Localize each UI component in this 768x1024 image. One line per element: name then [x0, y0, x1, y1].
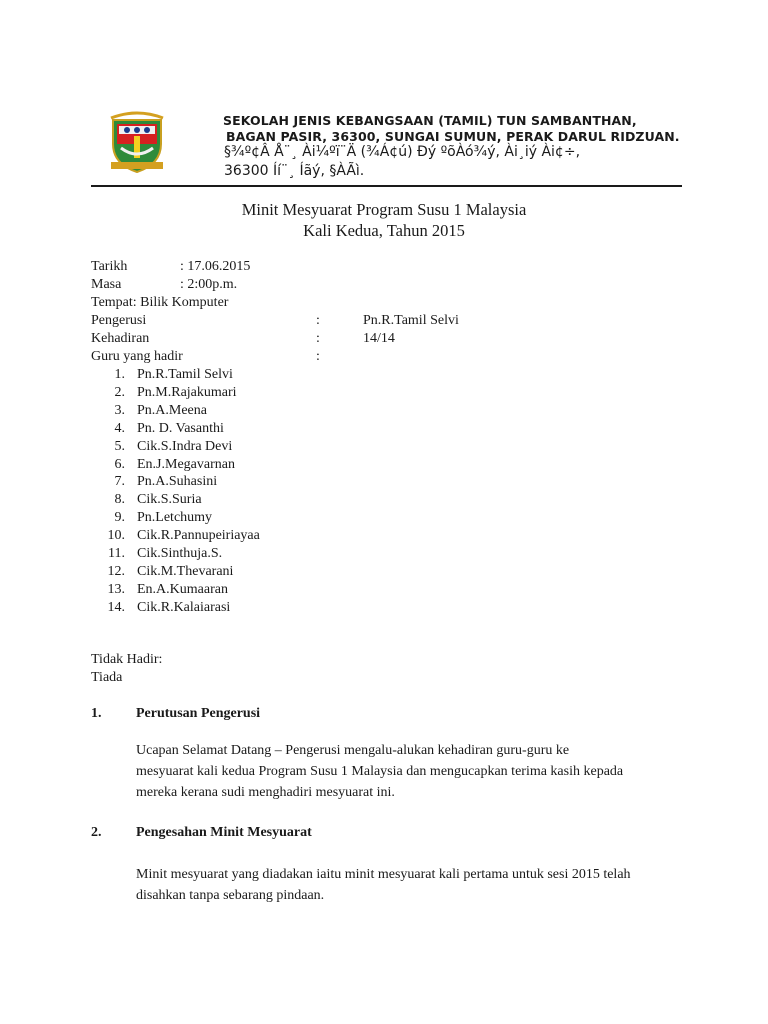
attendee-number: 5.	[114, 438, 125, 454]
kehadiran-label: Kehadiran	[91, 331, 150, 346]
attendee-number: 1.	[114, 367, 125, 382]
tarikh-value: : 17.06.2015	[180, 259, 251, 274]
attendee-name: Cik.R.Pannupeiriayaa	[137, 528, 260, 544]
school-name: SEKOLAH JENIS KEBANGSAAN (TAMIL) TUN SAMBANTHAN,	[223, 113, 637, 128]
attendee-name: Pn.A.Suhasini	[137, 474, 218, 490]
attendee-number: 3.	[114, 402, 125, 418]
attendee-number: 4.	[114, 420, 125, 436]
school-crest-logo	[107, 110, 167, 174]
document-title: Minit Mesyuarat Program Susu 1 Malaysia	[241, 200, 527, 219]
section-1-heading: Perutusan Pengerusi	[136, 706, 261, 721]
attendee-name: En.A.Kumaaran	[137, 581, 228, 597]
section-2-number: 2.	[91, 825, 102, 840]
header-divider	[91, 185, 682, 187]
section-1-line: Ucapan Selamat Datang – Pengerusi mengalu-alukan kehadiran guru-guru ke	[136, 743, 570, 758]
attendee-name: Cik.S.Indra Devi	[137, 438, 233, 454]
attendee-name: Cik.M.Thevarani	[137, 563, 234, 579]
kehadiran-colon: :	[316, 331, 320, 346]
pengerusi-value: Pn.R.Tamil Selvi	[363, 313, 459, 328]
attendee-number: 14.	[107, 599, 125, 615]
attendee-number: 2.	[114, 384, 125, 400]
section-2-line: Minit mesyuarat yang diadakan iaitu minit mesyuarat kali pertama untuk sesi 2015 telah	[136, 867, 631, 882]
section-1-line: mesyuarat kali kedua Program Susu 1 Malaysia dan mengucapkan terima kasih kepada	[136, 764, 624, 779]
kehadiran-value: 14/14	[363, 331, 395, 346]
masa-value: : 2:00p.m.	[180, 277, 238, 292]
attendee-name: En.J.Megavarnan	[137, 456, 235, 472]
school-name-tamil: §¾º¢Â Å¨¸ Ài¼ºï¨Ä (¾Á¢ú) Ðý ºõÀó¾ý, Ài¸iý Ài¢÷,	[224, 144, 581, 160]
section-2-heading: Pengesahan Minit Mesyuarat	[136, 825, 312, 840]
masa-label: Masa	[91, 277, 122, 292]
attendee-name: Cik.Sinthuja.S.	[137, 546, 223, 561]
attendee-number: 7.	[114, 474, 125, 490]
tempat-line: Tempat: Bilik Komputer	[91, 295, 229, 310]
school-address-tamil: 36300 Íí¨¸ Íãý, §ÀÃì.	[224, 163, 365, 179]
attendee-number: 11.	[108, 546, 125, 561]
pengerusi-colon: :	[316, 313, 320, 328]
guru-hadir-label: Guru yang hadir	[91, 349, 183, 364]
attendee-name: Pn. D. Vasanthi	[137, 420, 224, 436]
attendee-name: Pn.M.Rajakumari	[137, 384, 237, 400]
attendee-name: Pn.Letchumy	[137, 510, 213, 526]
attendee-name: Pn.R.Tamil Selvi	[137, 367, 233, 382]
attendee-number: 13.	[107, 581, 125, 597]
tarikh-label: Tarikh	[91, 259, 128, 274]
tidak-hadir-value: Tiada	[91, 670, 123, 685]
attendee-number: 6.	[114, 456, 125, 472]
attendee-number: 12.	[107, 563, 125, 579]
pengerusi-label: Pengerusi	[91, 313, 147, 328]
section-1-number: 1.	[91, 706, 102, 721]
attendee-number: 10.	[107, 528, 125, 544]
document-subtitle: Kali Kedua, Tahun 2015	[303, 221, 465, 240]
attendee-name: Cik.R.Kalaiarasi	[137, 599, 231, 615]
attendee-number: 8.	[114, 492, 125, 508]
guru-hadir-colon: :	[316, 349, 320, 364]
attendee-name: Pn.A.Meena	[137, 402, 207, 418]
section-2-body	[136, 867, 681, 909]
section-1-body	[136, 743, 681, 806]
attendee-name: Cik.S.Suria	[137, 492, 202, 508]
section-1-line: mereka kerana sudi menghadiri mesyuarat ini.	[136, 785, 395, 800]
tidak-hadir-label: Tidak Hadir:	[91, 652, 163, 667]
attendee-number: 9.	[114, 510, 125, 526]
school-address: BAGAN PASIR, 36300, SUNGAI SUMUN, PERAK DARUL RIDZUAN.	[226, 129, 680, 144]
section-2-line: disahkan tanpa sebarang pindaan.	[136, 888, 325, 903]
